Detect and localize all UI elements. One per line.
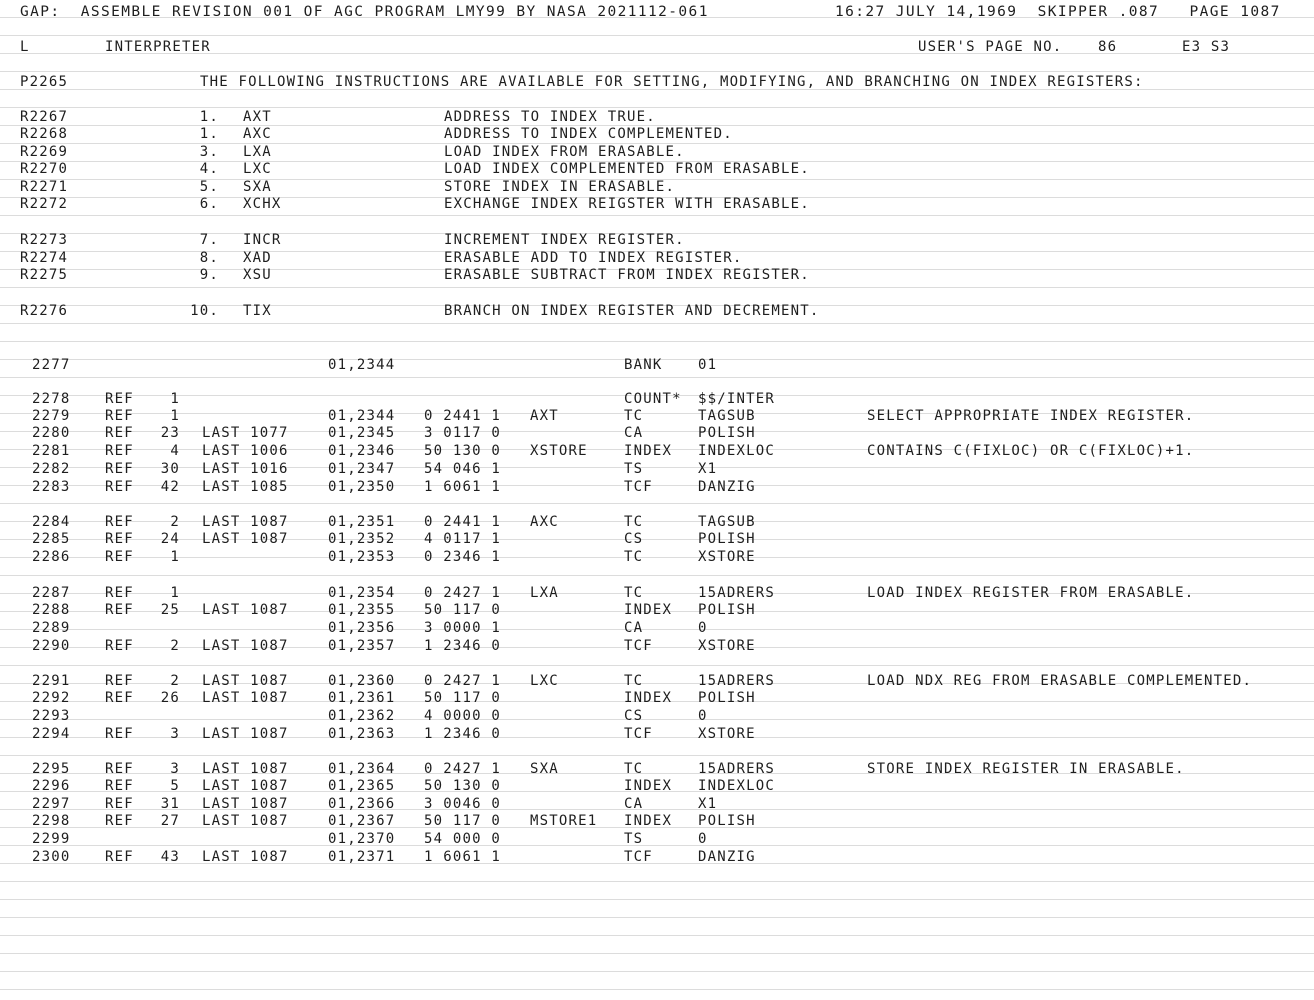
listing-line-number: 2294 bbox=[32, 726, 71, 742]
instruction-description: ADDRESS TO INDEX COMPLEMENTED. bbox=[444, 126, 733, 142]
listing-operand: 01 bbox=[698, 357, 718, 373]
listing-last-ref: LAST 1087 bbox=[202, 531, 289, 547]
listing-line-number: 2299 bbox=[32, 831, 71, 847]
listing-opcode: TS bbox=[624, 461, 644, 477]
listing-last-ref: LAST 1087 bbox=[202, 813, 289, 829]
listing-line-number: 2286 bbox=[32, 549, 71, 565]
listing-opcode: TC bbox=[624, 549, 644, 565]
listing-last-ref: LAST 1087 bbox=[202, 849, 289, 865]
listing-address: 01,2360 bbox=[328, 673, 396, 689]
listing-address: 01,2346 bbox=[328, 443, 396, 459]
listing-last-ref: LAST 1087 bbox=[202, 514, 289, 530]
listing-operand: 15ADRERS bbox=[698, 761, 776, 777]
listing-machine-code: 3 0117 0 bbox=[424, 425, 502, 441]
listing-operand: DANZIG bbox=[698, 849, 756, 865]
listing-opcode: INDEX bbox=[624, 813, 673, 829]
listing-operand: 0 bbox=[698, 831, 708, 847]
listing-machine-code: 0 2427 1 bbox=[424, 585, 502, 601]
listing-operand: XSTORE bbox=[698, 726, 756, 742]
listing-comment: LOAD INDEX REGISTER FROM ERASABLE. bbox=[867, 585, 1195, 601]
listing-address: 01,2355 bbox=[328, 602, 396, 618]
listing-ref-count: 3 bbox=[170, 761, 180, 777]
listing-opcode: TC bbox=[624, 585, 644, 601]
listing-line-number: 2287 bbox=[32, 585, 71, 601]
intro-text: THE FOLLOWING INSTRUCTIONS ARE AVAILABLE FOR SETTING, MODIFYING, AND BRANCHING ON INDEX REGISTERS: bbox=[200, 74, 1144, 90]
listing-operand: 15ADRERS bbox=[698, 673, 776, 689]
listing-line-number: 2283 bbox=[32, 479, 71, 495]
listing-operand: XSTORE bbox=[698, 549, 756, 565]
instruction-description: LOAD INDEX COMPLEMENTED FROM ERASABLE. bbox=[444, 161, 810, 177]
instruction-number: 3. bbox=[199, 144, 219, 160]
instruction-line-id: R2273 bbox=[20, 232, 69, 248]
listing-operand: POLISH bbox=[698, 690, 756, 706]
listing-operand: INDEXLOC bbox=[698, 443, 776, 459]
header-date-page: 16:27 JULY 14,1969 SKIPPER .087 PAGE 1087 bbox=[835, 4, 1281, 20]
instruction-description: LOAD INDEX FROM ERASABLE. bbox=[444, 144, 685, 160]
listing-operand: $$/INTER bbox=[698, 391, 776, 407]
listing-ref-count: 23 bbox=[160, 425, 180, 441]
instruction-line-id: R2267 bbox=[20, 109, 69, 125]
listing-label: MSTORE1 bbox=[530, 813, 598, 829]
listing-ref-count: 30 bbox=[160, 461, 180, 477]
listing-line-number: 2295 bbox=[32, 761, 71, 777]
instruction-description: EXCHANGE INDEX REIGSTER WITH ERASABLE. bbox=[444, 196, 810, 212]
listing-address: 01,2345 bbox=[328, 425, 396, 441]
listing-machine-code: 50 130 0 bbox=[424, 778, 502, 794]
listing-address: 01,2361 bbox=[328, 690, 396, 706]
listing-address: 01,2351 bbox=[328, 514, 396, 530]
listing-last-ref: LAST 1087 bbox=[202, 638, 289, 654]
listing-ref: REF bbox=[105, 778, 134, 794]
user-page-number: 86 bbox=[1098, 39, 1118, 55]
listing-operand: POLISH bbox=[698, 813, 756, 829]
instruction-description: STORE INDEX IN ERASABLE. bbox=[444, 179, 676, 195]
listing-label: XSTORE bbox=[530, 443, 588, 459]
listing-machine-code: 54 000 0 bbox=[424, 831, 502, 847]
listing-ref: REF bbox=[105, 391, 134, 407]
listing-line-number: 2278 bbox=[32, 391, 71, 407]
listing-machine-code: 0 2441 1 bbox=[424, 408, 502, 424]
listing-ref: REF bbox=[105, 726, 134, 742]
listing-ref-count: 31 bbox=[160, 796, 180, 812]
listing-opcode: BANK bbox=[624, 357, 663, 373]
listing-comment: SELECT APPROPRIATE INDEX REGISTER. bbox=[867, 408, 1195, 424]
listing-ref: REF bbox=[105, 531, 134, 547]
listing-machine-code: 4 0000 0 bbox=[424, 708, 502, 724]
listing-address: 01,2344 bbox=[328, 357, 396, 373]
intro-line-id: P2265 bbox=[20, 74, 69, 90]
listing-ref: REF bbox=[105, 673, 134, 689]
listing-last-ref: LAST 1006 bbox=[202, 443, 289, 459]
listing-line-number: 2280 bbox=[32, 425, 71, 441]
listing-ref: REF bbox=[105, 585, 134, 601]
listing-line-number: 2289 bbox=[32, 620, 71, 636]
listing-ref: REF bbox=[105, 761, 134, 777]
listing-last-ref: LAST 1085 bbox=[202, 479, 289, 495]
instruction-description: INCREMENT INDEX REGISTER. bbox=[444, 232, 685, 248]
listing-last-ref: LAST 1087 bbox=[202, 690, 289, 706]
instruction-line-id: R2271 bbox=[20, 179, 69, 195]
listing-line-number: 2277 bbox=[32, 357, 71, 373]
instruction-description: ERASABLE ADD TO INDEX REGISTER. bbox=[444, 250, 743, 266]
listing-opcode: CS bbox=[624, 531, 644, 547]
listing-machine-code: 1 2346 0 bbox=[424, 726, 502, 742]
listing-operand: POLISH bbox=[698, 531, 756, 547]
listing-opcode: INDEX bbox=[624, 602, 673, 618]
listing-address: 01,2353 bbox=[328, 549, 396, 565]
listing-address: 01,2362 bbox=[328, 708, 396, 724]
page-code: E3 S3 bbox=[1182, 39, 1231, 55]
instruction-line-id: R2272 bbox=[20, 196, 69, 212]
listing-ref-count: 43 bbox=[160, 849, 180, 865]
listing-last-ref: LAST 1087 bbox=[202, 761, 289, 777]
instruction-number: 1. bbox=[199, 109, 219, 125]
listing-comment: LOAD NDX REG FROM ERASABLE COMPLEMENTED. bbox=[867, 673, 1253, 689]
listing-address: 01,2363 bbox=[328, 726, 396, 742]
listing-last-ref: LAST 1087 bbox=[202, 796, 289, 812]
listing-ref: REF bbox=[105, 813, 134, 829]
instruction-number: 7. bbox=[199, 232, 219, 248]
listing-opcode: TCF bbox=[624, 849, 653, 865]
listing-operand: 0 bbox=[698, 708, 708, 724]
instruction-opcode: XAD bbox=[243, 250, 272, 266]
listing-line-number: 2288 bbox=[32, 602, 71, 618]
instruction-opcode: AXT bbox=[243, 109, 272, 125]
listing-operand: DANZIG bbox=[698, 479, 756, 495]
listing-opcode: TCF bbox=[624, 479, 653, 495]
listing-last-ref: LAST 1087 bbox=[202, 726, 289, 742]
instruction-opcode: LXA bbox=[243, 144, 272, 160]
listing-address: 01,2350 bbox=[328, 479, 396, 495]
instruction-number: 4. bbox=[199, 161, 219, 177]
instruction-opcode: SXA bbox=[243, 179, 272, 195]
listing-machine-code: 1 2346 0 bbox=[424, 638, 502, 654]
listing-address: 01,2364 bbox=[328, 761, 396, 777]
listing-opcode: TCF bbox=[624, 726, 653, 742]
listing-line-number: 2279 bbox=[32, 408, 71, 424]
listing-machine-code: 3 0046 0 bbox=[424, 796, 502, 812]
listing-ref: REF bbox=[105, 425, 134, 441]
listing-opcode: INDEX bbox=[624, 778, 673, 794]
listing-label: SXA bbox=[530, 761, 559, 777]
listing-address: 01,2370 bbox=[328, 831, 396, 847]
listing-address: 01,2344 bbox=[328, 408, 396, 424]
listing-opcode: CA bbox=[624, 425, 644, 441]
listing-opcode: INDEX bbox=[624, 443, 673, 459]
listing-ref: REF bbox=[105, 849, 134, 865]
listing-ref: REF bbox=[105, 638, 134, 654]
listing-last-ref: LAST 1016 bbox=[202, 461, 289, 477]
listing-opcode: INDEX bbox=[624, 690, 673, 706]
instruction-number: 10. bbox=[190, 303, 219, 319]
listing-address: 01,2357 bbox=[328, 638, 396, 654]
listing-comment: STORE INDEX REGISTER IN ERASABLE. bbox=[867, 761, 1185, 777]
listing-opcode: TS bbox=[624, 831, 644, 847]
listing-operand: POLISH bbox=[698, 602, 756, 618]
listing-line-number: 2292 bbox=[32, 690, 71, 706]
listing-ref-count: 1 bbox=[170, 549, 180, 565]
instruction-line-id: R2268 bbox=[20, 126, 69, 142]
listing-opcode: TC bbox=[624, 514, 644, 530]
instruction-opcode: INCR bbox=[243, 232, 282, 248]
listing-ref-count: 42 bbox=[160, 479, 180, 495]
listing-machine-code: 3 0000 1 bbox=[424, 620, 502, 636]
listing-operand: XSTORE bbox=[698, 638, 756, 654]
listing-last-ref: LAST 1077 bbox=[202, 425, 289, 441]
listing-last-ref: LAST 1087 bbox=[202, 602, 289, 618]
listing-address: 01,2365 bbox=[328, 778, 396, 794]
listing-last-ref: LAST 1087 bbox=[202, 673, 289, 689]
instruction-opcode: TIX bbox=[243, 303, 272, 319]
listing-operand: X1 bbox=[698, 461, 718, 477]
listing-machine-code: 50 117 0 bbox=[424, 690, 502, 706]
listing-ref: REF bbox=[105, 443, 134, 459]
listing-operand: POLISH bbox=[698, 425, 756, 441]
listing-machine-code: 54 046 1 bbox=[424, 461, 502, 477]
listing-label: AXT bbox=[530, 408, 559, 424]
instruction-line-id: R2274 bbox=[20, 250, 69, 266]
instruction-line-id: R2269 bbox=[20, 144, 69, 160]
listing-line-number: 2282 bbox=[32, 461, 71, 477]
listing-opcode: TCF bbox=[624, 638, 653, 654]
listing-operand: 0 bbox=[698, 620, 708, 636]
listing-ref-count: 1 bbox=[170, 391, 180, 407]
listing-ref-count: 24 bbox=[160, 531, 180, 547]
listing-machine-code: 50 117 0 bbox=[424, 602, 502, 618]
listing-operand: TAGSUB bbox=[698, 514, 756, 530]
listing-ref: REF bbox=[105, 408, 134, 424]
listing-machine-code: 0 2441 1 bbox=[424, 514, 502, 530]
instruction-number: 8. bbox=[199, 250, 219, 266]
header-title: GAP: ASSEMBLE REVISION 001 OF AGC PROGRAM LMY99 BY NASA 2021112-061 bbox=[20, 4, 709, 20]
listing-opcode: CA bbox=[624, 796, 644, 812]
listing-operand: X1 bbox=[698, 796, 718, 812]
listing-ref: REF bbox=[105, 549, 134, 565]
listing-operand: 15ADRERS bbox=[698, 585, 776, 601]
listing-ref: REF bbox=[105, 479, 134, 495]
listing-label: LXA bbox=[530, 585, 559, 601]
listing-last-ref: LAST 1087 bbox=[202, 778, 289, 794]
listing-ref: REF bbox=[105, 602, 134, 618]
listing-ref: REF bbox=[105, 461, 134, 477]
listing-address: 01,2367 bbox=[328, 813, 396, 829]
listing-line-number: 2285 bbox=[32, 531, 71, 547]
listing-ref-count: 1 bbox=[170, 585, 180, 601]
instruction-number: 9. bbox=[199, 267, 219, 283]
listing-line-number: 2297 bbox=[32, 796, 71, 812]
listing-opcode: CA bbox=[624, 620, 644, 636]
listing-line-number: 2290 bbox=[32, 638, 71, 654]
log-letter: L bbox=[20, 39, 30, 55]
listing-ref-count: 4 bbox=[170, 443, 180, 459]
listing-address: 01,2354 bbox=[328, 585, 396, 601]
listing-ref-count: 1 bbox=[170, 408, 180, 424]
listing-machine-code: 4 0117 1 bbox=[424, 531, 502, 547]
listing-address: 01,2347 bbox=[328, 461, 396, 477]
listing-line-number: 2284 bbox=[32, 514, 71, 530]
instruction-opcode: LXC bbox=[243, 161, 272, 177]
listing-opcode: TC bbox=[624, 761, 644, 777]
listing-ref-count: 2 bbox=[170, 638, 180, 654]
instruction-line-id: R2275 bbox=[20, 267, 69, 283]
listing-label: LXC bbox=[530, 673, 559, 689]
listing-ref-count: 5 bbox=[170, 778, 180, 794]
listing-machine-code: 1 6061 1 bbox=[424, 849, 502, 865]
instruction-line-id: R2270 bbox=[20, 161, 69, 177]
listing-ref: REF bbox=[105, 796, 134, 812]
listing-ref-count: 26 bbox=[160, 690, 180, 706]
listing-line-number: 2281 bbox=[32, 443, 71, 459]
listing-line-number: 2298 bbox=[32, 813, 71, 829]
listing-opcode: COUNT* bbox=[624, 391, 682, 407]
listing-ref-count: 27 bbox=[160, 813, 180, 829]
listing-opcode: TC bbox=[624, 408, 644, 424]
listing-machine-code: 0 2427 1 bbox=[424, 673, 502, 689]
listing-machine-code: 0 2427 1 bbox=[424, 761, 502, 777]
instruction-opcode: XCHX bbox=[243, 196, 282, 212]
user-page-label: USER'S PAGE NO. bbox=[918, 39, 1063, 55]
listing-address: 01,2366 bbox=[328, 796, 396, 812]
instruction-description: ADDRESS TO INDEX TRUE. bbox=[444, 109, 656, 125]
listing-address: 01,2356 bbox=[328, 620, 396, 636]
listing-operand: TAGSUB bbox=[698, 408, 756, 424]
instruction-line-id: R2276 bbox=[20, 303, 69, 319]
instruction-number: 5. bbox=[199, 179, 219, 195]
listing-opcode: CS bbox=[624, 708, 644, 724]
listing-opcode: TC bbox=[624, 673, 644, 689]
instruction-number: 1. bbox=[199, 126, 219, 142]
listing-comment: CONTAINS C(FIXLOC) OR C(FIXLOC)+1. bbox=[867, 443, 1195, 459]
listing-ref-count: 2 bbox=[170, 673, 180, 689]
listing-line-number: 2296 bbox=[32, 778, 71, 794]
instruction-number: 6. bbox=[199, 196, 219, 212]
instruction-description: ERASABLE SUBTRACT FROM INDEX REGISTER. bbox=[444, 267, 810, 283]
listing-line-number: 2300 bbox=[32, 849, 71, 865]
listing-address: 01,2371 bbox=[328, 849, 396, 865]
instruction-opcode: XSU bbox=[243, 267, 272, 283]
listing-line-number: 2291 bbox=[32, 673, 71, 689]
section-title: INTERPRETER bbox=[105, 39, 211, 55]
instruction-description: BRANCH ON INDEX REGISTER AND DECREMENT. bbox=[444, 303, 820, 319]
listing-ref: REF bbox=[105, 690, 134, 706]
listing-line-number: 2293 bbox=[32, 708, 71, 724]
listing-ref: REF bbox=[105, 514, 134, 530]
listing-operand: INDEXLOC bbox=[698, 778, 776, 794]
listing-ref-count: 3 bbox=[170, 726, 180, 742]
listing-machine-code: 0 2346 1 bbox=[424, 549, 502, 565]
listing-label: AXC bbox=[530, 514, 559, 530]
instruction-opcode: AXC bbox=[243, 126, 272, 142]
listing-machine-code: 50 130 0 bbox=[424, 443, 502, 459]
listing-address: 01,2352 bbox=[328, 531, 396, 547]
listing-ref-count: 25 bbox=[160, 602, 180, 618]
listing-machine-code: 1 6061 1 bbox=[424, 479, 502, 495]
listing-ref-count: 2 bbox=[170, 514, 180, 530]
listing-machine-code: 50 117 0 bbox=[424, 813, 502, 829]
